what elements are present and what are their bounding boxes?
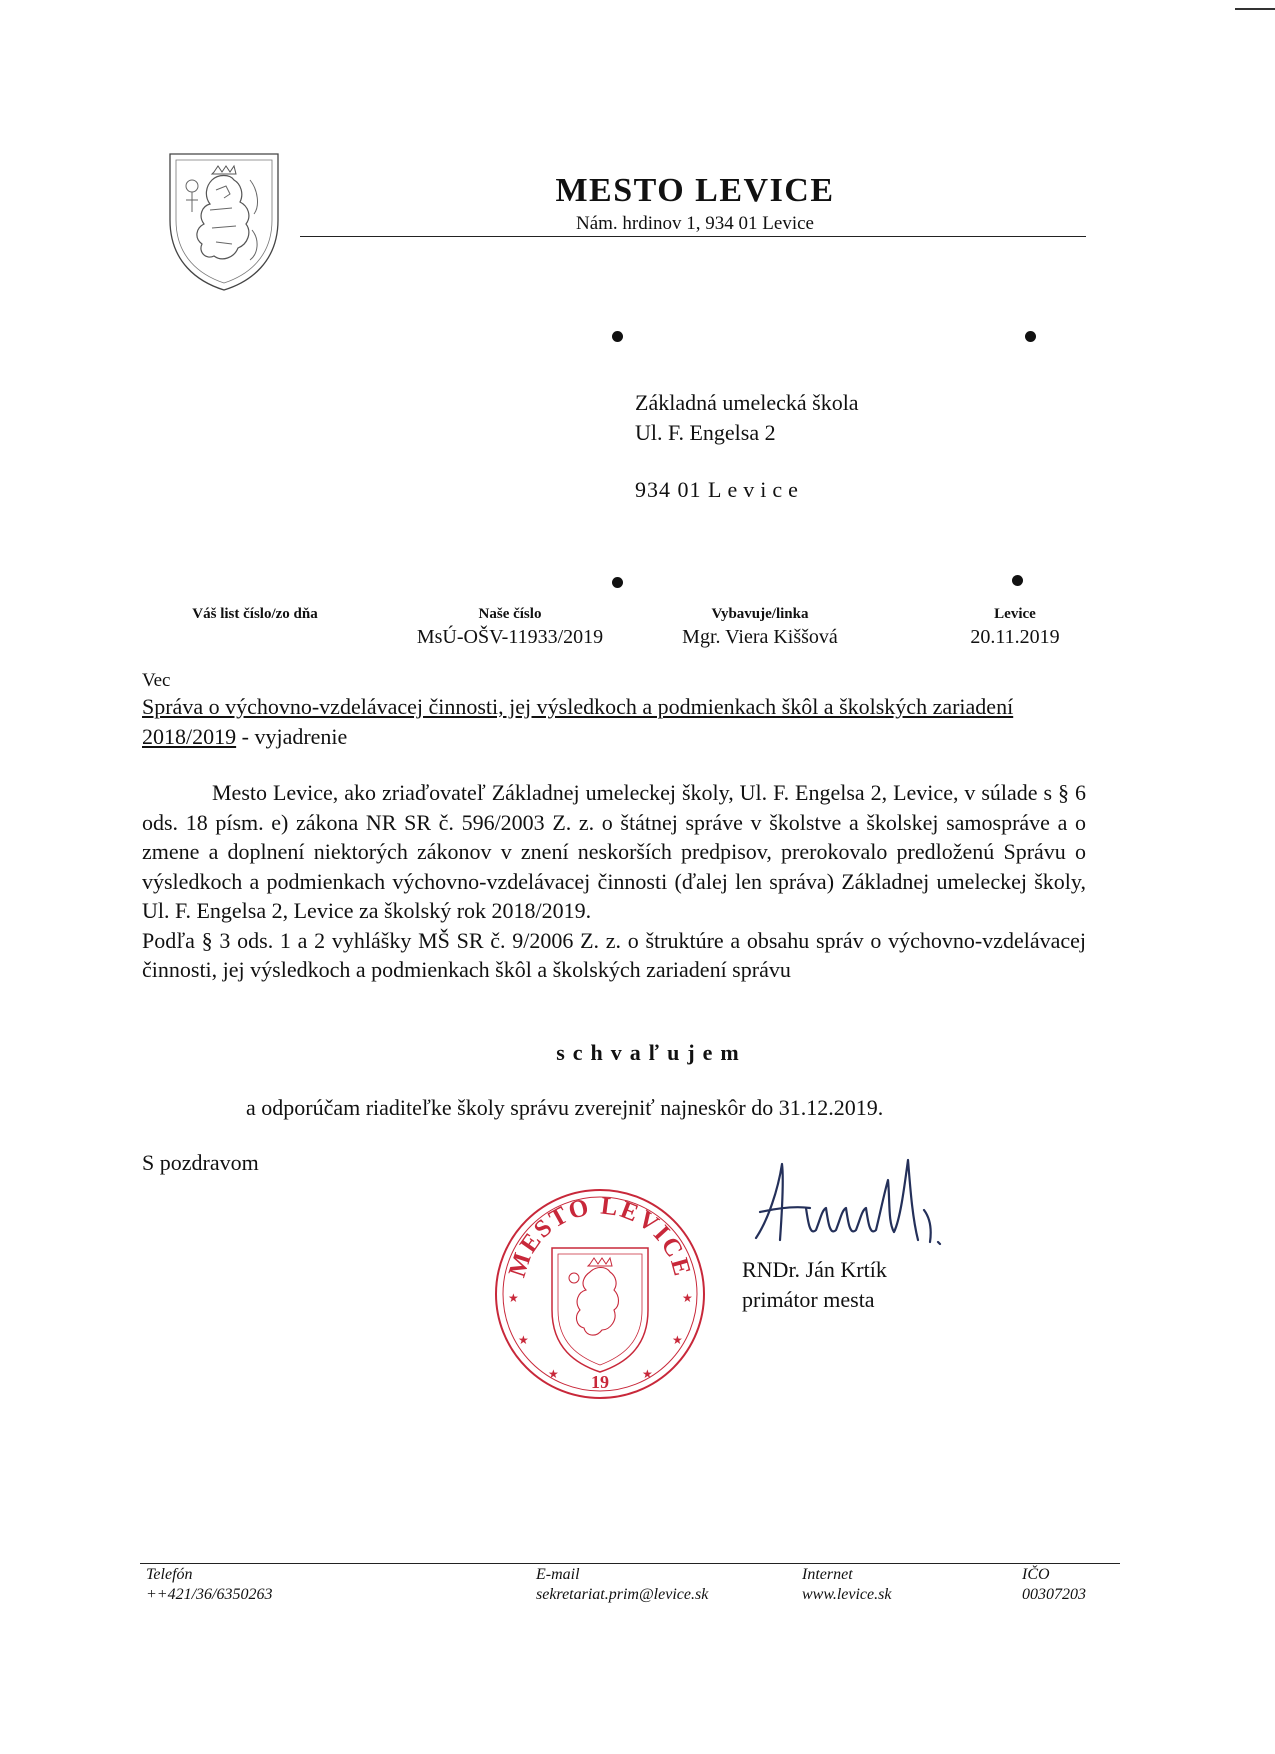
footer-email-value: sekretariat.prim@levice.sk: [536, 1586, 709, 1603]
recipient-name: Základná umelecká škola: [635, 390, 859, 415]
subject-title: Správa o výchovno-vzdelávacej činnosti, jej výsledkoch a podmienkach škôl a školských zariadení 2018/2019: [142, 694, 1014, 749]
approval-statement: schvaľujem: [556, 1040, 747, 1065]
place-label: Levice: [994, 606, 1036, 622]
recipient-city: Levice: [708, 477, 804, 502]
footer-email: [536, 1565, 708, 1605]
our-number-ref: [400, 606, 620, 649]
svg-text:★: ★: [548, 1367, 559, 1381]
handled-by-value: Mgr. Viera Kiššová: [682, 626, 838, 648]
svg-text:★: ★: [518, 1333, 529, 1347]
official-stamp: [490, 1180, 710, 1406]
city-name-heading: MESTO LEVICE: [555, 172, 835, 209]
signer-block: [742, 1255, 887, 1315]
stamp-number: 19: [591, 1372, 609, 1392]
footer-internet: [802, 1565, 891, 1605]
your-letter-label: Váš list číslo/zo dňa: [192, 606, 318, 622]
svg-text:★: ★: [642, 1367, 653, 1381]
handwritten-signature: [748, 1150, 958, 1250]
footer-ico-label: IČO: [1022, 1566, 1050, 1583]
signer-title: primátor mesta: [742, 1287, 875, 1312]
date-value: 20.11.2019: [970, 626, 1060, 648]
svg-text:★: ★: [672, 1333, 683, 1347]
footer-ico: [1022, 1565, 1086, 1605]
your-letter-ref: [160, 606, 350, 626]
footer-ico-value: 00307203: [1022, 1586, 1086, 1603]
svg-text:★: ★: [682, 1291, 693, 1305]
recipient-postcode: 934 01: [635, 477, 702, 502]
handled-by-ref: [660, 606, 860, 649]
address-window-mark: [1025, 331, 1036, 342]
subject-label: Vec: [142, 670, 171, 691]
city-address: Nám. hrdinov 1, 934 01 Levice: [576, 213, 814, 234]
footer-rule: [140, 1563, 1120, 1564]
svg-text:★: ★: [508, 1291, 519, 1305]
subject-line: [142, 692, 1062, 752]
recipient-address: [635, 388, 859, 505]
footer-phone-value: ++421/36/6350263: [146, 1586, 273, 1603]
our-number-value: MsÚ-OŠV-11933/2019: [416, 626, 604, 648]
body-paragraph-1: Mesto Levice, ako zriaďovateľ Základnej umeleckej školy, Ul. F. Engelsa 2, Levice, v súlade s § 6 ods. 18 písm. e) zákona NR SR č. 596/2003 Z. z. o štátnej správe v školstve a školskej samospráve a o zmene a doplnení niektorých zákonov v znení neskorších predpisov, prerokovalo predloženú Správu o výsledkoch a podmienkach výchovno-vzdelávacej činnosti (ďalej len správa) Základnej umeleckej školy, Ul. F. Engelsa 2, Levice za školský rok 2018/2019.: [142, 780, 1086, 923]
header-rule: [300, 236, 1086, 237]
recommendation-line: a odporúčam riaditeľke školy správu zverejniť najneskôr do 31.12.2019.: [246, 1095, 884, 1120]
subject-suffix: - vyjadrenie: [236, 724, 348, 749]
date-ref: [930, 606, 1100, 649]
reference-row-mark: [1012, 575, 1023, 586]
page-corner-mark: [1235, 8, 1275, 10]
coat-of-arms-logo: [166, 150, 282, 292]
footer-internet-value: www.levice.sk: [802, 1586, 892, 1603]
recipient-city-line: [635, 475, 859, 505]
body-paragraph-2: Podľa § 3 ods. 1 a 2 vyhlášky MŠ SR č. 9/2006 Z. z. o štruktúre a obsahu správ o výchovno-vzdelávacej činnosti, jej výsledkoch a podmienkach škôl a školských zariadení správu: [142, 927, 1086, 982]
closing-greeting: S pozdravom: [142, 1150, 259, 1175]
address-window-mark: [612, 331, 623, 342]
footer-internet-label: Internet: [802, 1566, 853, 1583]
stamp-text: MESTO LEVICE: [503, 1192, 696, 1281]
our-number-label: Naše číslo: [478, 606, 542, 622]
letter-body: [142, 778, 1086, 985]
footer-phone-label: Telefón: [146, 1566, 193, 1583]
signer-name: RNDr. Ján Krtík: [742, 1257, 887, 1282]
footer-phone: [146, 1565, 272, 1605]
handled-by-label: Vybavuje/linka: [711, 606, 809, 622]
footer-email-label: E-mail: [536, 1566, 580, 1583]
recipient-street: Ul. F. Engelsa 2: [635, 420, 776, 445]
reference-row-mark: [612, 577, 623, 588]
